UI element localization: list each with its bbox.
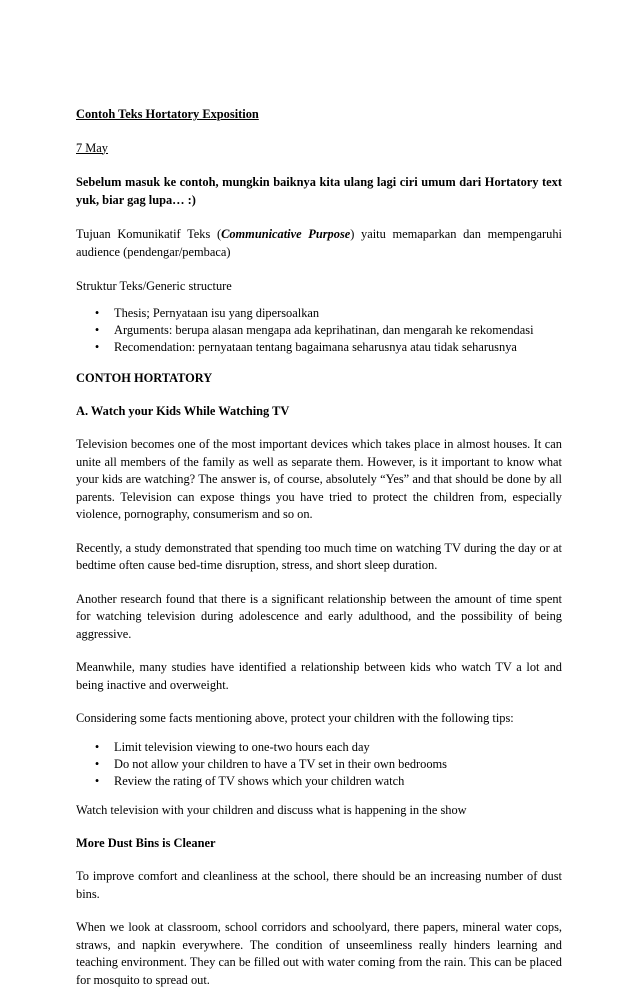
purpose-paragraph	[76, 226, 562, 261]
document-title: Contoh Teks Hortatory Exposition	[76, 107, 259, 121]
bullet-icon: •	[94, 322, 100, 337]
bullet-icon: •	[94, 339, 100, 354]
article-a-paragraph-6: Watch television with your children and discuss what is happening in the show	[76, 803, 467, 818]
post-date: 7 May	[76, 140, 109, 155]
list-item: • Recomendation: pernyataan tentang bagaimana seharusnya atau tidak seharusnya	[114, 339, 562, 356]
purpose-after: ) yaitu memaparkan dan mempengaruhi audience (pendengar/pembaca)	[76, 227, 562, 259]
article-a-paragraph-2: Recently, a study demonstrated that spending too much time on watching TV during the day or at bedtime often cause bed-time disruption, stress, and short sleep duration.	[76, 540, 562, 573]
list-item: • Thesis; Pernyataan isu yang dipersoalkan	[114, 305, 562, 322]
article-a-paragraph-3: Another research found that there is a significant relationship between the amount of time spent for watching television during adolescence and early adulthood, and the possibility of being aggressive.	[76, 591, 562, 641]
example-heading: CONTOH HORTATORY	[76, 371, 213, 386]
bullet-icon: •	[94, 305, 100, 320]
list-item: • Arguments: berupa alasan mengapa ada keprihatinan, dan mengarah ke rekomendasi	[114, 322, 562, 339]
structure-heading: Struktur Teks/Generic structure	[76, 279, 232, 293]
article-a-paragraph-4: Meanwhile, many studies have identified a relationship between kids who watch TV a lot and being inactive and overweight.	[76, 660, 562, 692]
article-a-paragraph-1: Television becomes one of the most important devices which takes place in almost houses. It can unite all members of the family as well as separate them. However, is it important to know what your kids are watching? The answer is, of course, absolutely “Yes” and that should be done by all parents. Television can expose things you have tried to protect the children from, especially violence, pornography, consumerism and so on.	[76, 437, 562, 522]
bullet-icon: •	[94, 739, 100, 754]
structure-list	[76, 305, 562, 357]
bullet-icon: •	[94, 774, 100, 789]
purpose-emphasis: Communicative Purpose	[221, 227, 351, 241]
list-item: • Limit television viewing to one-two hours each day	[114, 739, 562, 756]
article-a-paragraph-5: Considering some facts mentioning above, protect your children with the following tips:	[76, 711, 514, 726]
purpose-before: Tujuan Komunikatif Teks (	[76, 227, 222, 241]
list-item: • Review the rating of TV shows which your children watch	[114, 773, 562, 790]
article-b-paragraph-2: When we look at classroom, school corridors and schoolyard, there papers, mineral water cops, straws, and napkin everywhere. The condition of unseemliness really hinders learning and teaching environment. They can be filled out with water coming from the rain. This can be placed for mosquito to spread out.	[76, 920, 562, 987]
list-item: • Do not allow your children to have a TV set in their own bedrooms	[114, 756, 562, 773]
bullet-icon: •	[94, 756, 100, 771]
tips-list	[76, 739, 562, 791]
article-a-title: A. Watch your Kids While Watching TV	[76, 403, 290, 418]
intro-text: Sebelum masuk ke contoh, mungkin baiknya kita ulang lagi ciri umum dari Hortatory text yuk, biar gag lupa… :)	[76, 175, 562, 207]
article-b-paragraph-1: To improve comfort and cleanliness at the school, there should be an increasing number of dust bins.	[76, 869, 562, 901]
article-b-title: More Dust Bins is Cleaner	[76, 835, 216, 850]
